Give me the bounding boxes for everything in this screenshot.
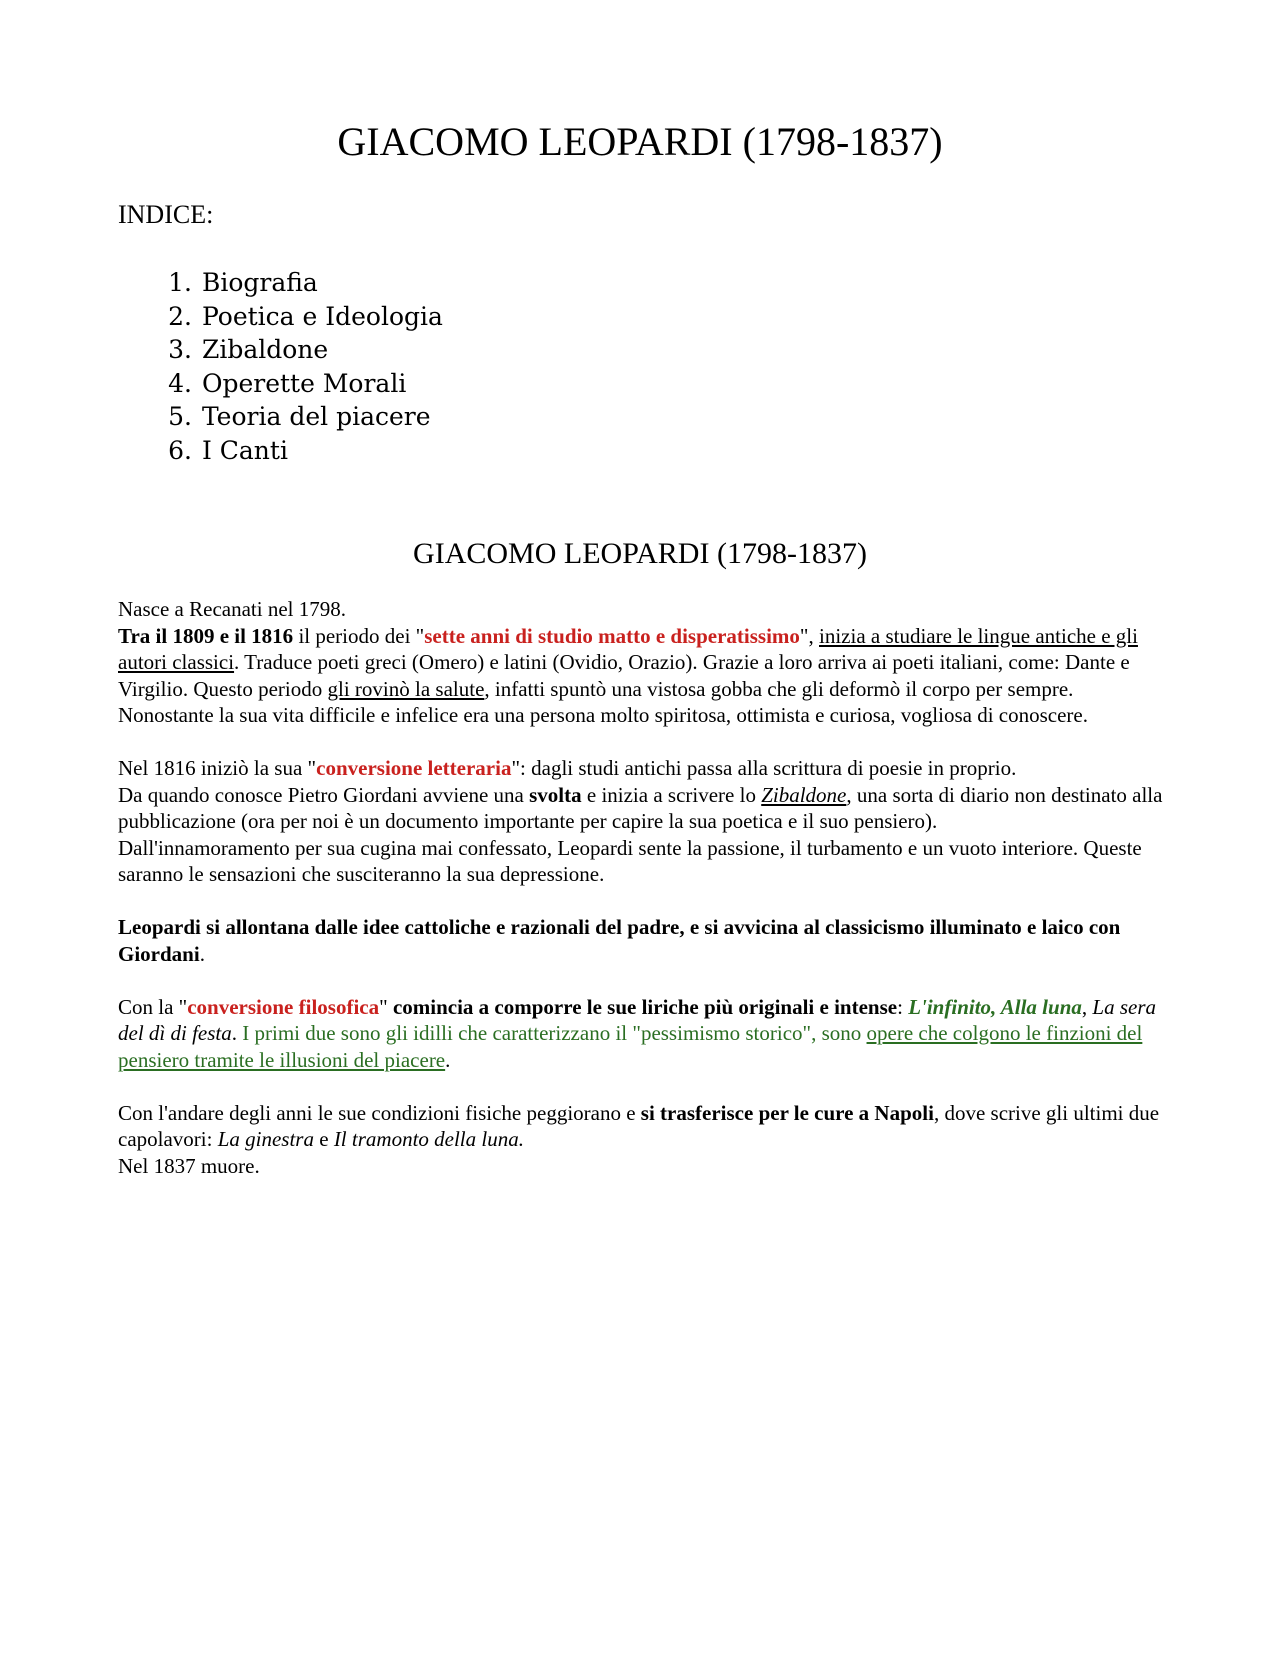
toc-number: 4. [168, 368, 192, 398]
toc-number: 5. [168, 402, 192, 431]
text-run: , una sorta di diario non destinato alla pubblicazione (ora per noi è un documento importante per capire la sua poetica e il suo pensiero). [118, 782, 1163, 833]
text-run: , [1081, 994, 1093, 1019]
underlined-text: gli rovinò la salute [327, 676, 485, 701]
highlight-text: conversione filosofica [187, 994, 380, 1019]
bold-text: si trasferisce per le cure a Napoli [640, 1100, 934, 1125]
bold-text: Leopardi si allontana dalle idee cattoliche e razionali del padre, e si avvicina al classicismo illuminato e laico con Giordani [118, 915, 1121, 966]
text-run: Con la " [118, 994, 188, 1019]
text-run: . [445, 1047, 451, 1072]
text-run: . Traduce poeti greci (Omero) e latini (Ovidio, Orazio). Grazie a loro arriva ai poeti italiani, come: Dante e Virgilio. Questo periodo [118, 650, 1130, 701]
bold-text: Tra il 1809 e il 1816 [118, 623, 294, 648]
paragraph-philosophical-conversion [118, 994, 1172, 1074]
paragraph-cousin: Dall'innamoramento per sua cugina mai confessato, Leopardi sente la passione, il turbamento e un vuoto interiore. Queste saranno le sensazioni che susciteranno la sua depressione. [118, 835, 1142, 886]
underlined-text: inizia a studiare le lingue antiche e gli autori classici [118, 623, 1138, 674]
text-run: , infatti spuntò una vistosa gobba che gli deformò il corpo per sempre. [484, 676, 1074, 701]
biography-text [118, 596, 1172, 1179]
document-title: GIACOMO LEOPARDI (1798-1837) [337, 119, 943, 164]
text-run: , dove scrive gli ultimi due capolavori: [118, 1100, 1160, 1151]
toc-item [118, 266, 443, 300]
italic-title: Il tramonto della luna. [333, 1127, 524, 1151]
toc-label: Biografia [201, 268, 318, 297]
italic-underlined-text: Zibaldone [761, 782, 847, 807]
toc-item [118, 367, 443, 401]
text-run: " [379, 994, 393, 1019]
toc-item [118, 400, 443, 434]
green-italic-title: L'infinito, Alla luna [908, 994, 1082, 1019]
highlight-text: sette anni di studio matto e disperatissimo [424, 623, 800, 648]
text-run: . [231, 1021, 243, 1045]
paragraph-spacer [118, 729, 1172, 756]
toc-item [118, 300, 443, 334]
table-of-contents [118, 266, 443, 467]
bold-text: svolta [529, 782, 582, 807]
highlight-text: conversione letteraria [316, 756, 512, 780]
toc-number: 3. [168, 335, 192, 364]
text-run: ", [799, 623, 819, 648]
paragraph-spacer [118, 967, 1172, 994]
green-text: I primi due sono gli idilli che caratterizzano il "pessimismo storico", sono [242, 1021, 867, 1045]
paragraph-death: Nel 1837 muore. [118, 1153, 260, 1178]
paragraph-ideas [118, 914, 1172, 967]
toc-label: I Canti [201, 435, 288, 465]
green-underlined-text: opere che colgono le finzioni del pensiero tramite le illusioni del piacere [118, 1021, 1143, 1072]
section-title: GIACOMO LEOPARDI (1798-1837) [413, 537, 867, 570]
paragraph-literary-conversion [118, 755, 1172, 782]
paragraph-spacer [118, 888, 1172, 915]
paragraph-spacer [118, 1073, 1172, 1100]
text-run: ": dagli studi antichi passa alla scrittura di poesie in proprio. [511, 756, 1017, 780]
toc-item [118, 333, 443, 367]
italic-title: La sera del dì di festa [118, 994, 1156, 1045]
toc-label: Poetica e Ideologia [201, 301, 443, 331]
toc-label: Zibaldone [201, 335, 329, 364]
toc-number: 1. [168, 268, 192, 297]
paragraph-zibaldone [118, 782, 1172, 835]
bold-text: comincia a comporre le sue liriche più originali e intense [392, 994, 898, 1019]
paragraph-naples [118, 1100, 1172, 1153]
text-run: il periodo dei " [293, 623, 425, 648]
text-run: Con l'andare degli anni le sue condizioni fisiche peggiorano e [118, 1100, 641, 1125]
toc-item [118, 434, 443, 468]
toc-number: 2. [168, 301, 192, 331]
text-run: Nel 1816 iniziò la sua " [118, 756, 317, 780]
paragraph-personality: Nonostante la sua vita difficile e infelice era una persona molto spiritosa, ottimista e curiosa, vogliosa di conoscere. [118, 703, 1088, 727]
text-run: e [313, 1127, 334, 1151]
italic-title: La ginestra [217, 1127, 314, 1151]
text-run: Da quando conosce Pietro Giordani avviene una [118, 782, 530, 807]
paragraph-study-years [118, 623, 1172, 703]
toc-label: Teoria del piacere [201, 402, 431, 431]
toc-number: 6. [168, 435, 192, 465]
text-run: . [199, 941, 205, 966]
paragraph-birth: Nasce a Recanati nel 1798. [118, 597, 346, 621]
toc-label: Operette Morali [201, 368, 407, 398]
text-run: : [897, 994, 909, 1019]
index-label: INDICE: [118, 200, 214, 229]
text-run: e inizia a scrivere lo [581, 782, 762, 807]
